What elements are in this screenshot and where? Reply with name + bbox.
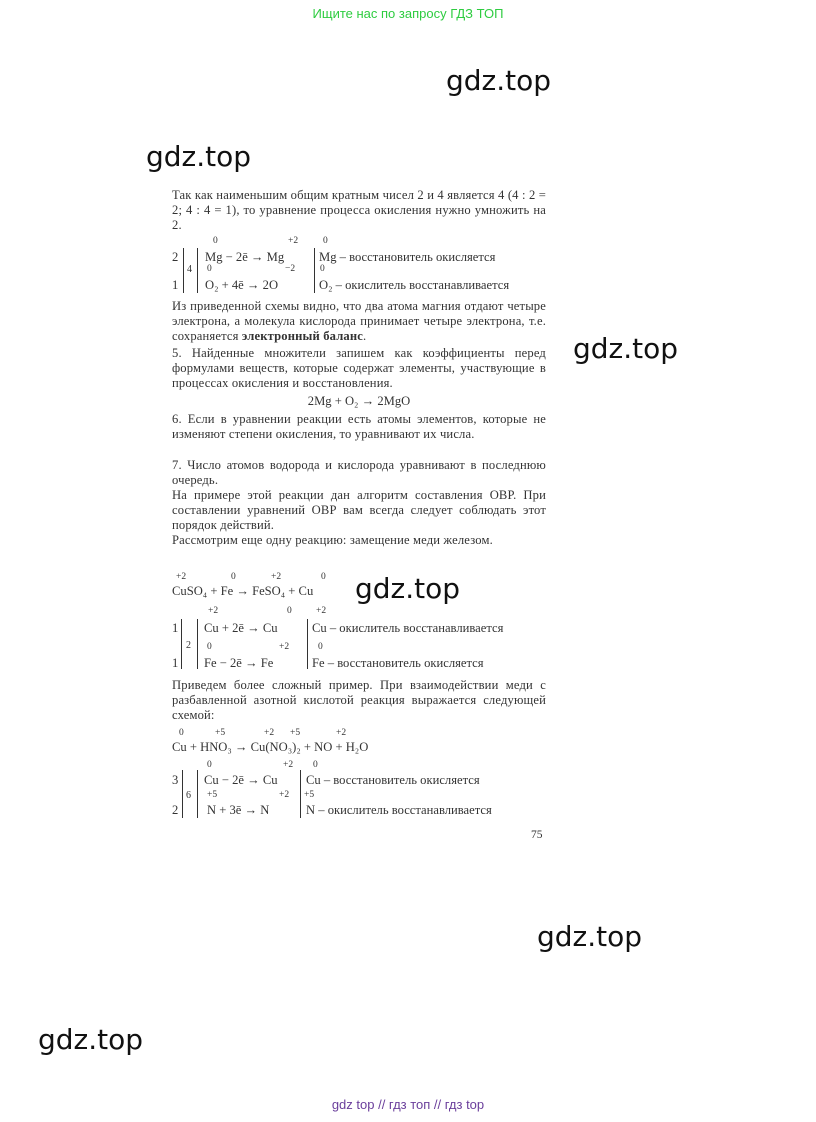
- lcm: 2: [186, 640, 191, 651]
- oxidation-state: 0: [323, 236, 328, 246]
- oxidation-state: +2: [279, 790, 290, 800]
- paragraph: Так как наименьшим общим кратным чисел 2 и 4 является 4 (4 : 2 = 2; 4 : 4 = 1), то уравнение процесса окисления нужно умножить на 2.: [172, 188, 546, 233]
- paragraph: Рассмотрим еще одну реакцию: замещение меди железом.: [172, 533, 493, 547]
- paragraph: 5. Найденные множители запишем как коэффициенты перед формулами веществ, которые содержат элементы, участвующие в процессах окисления и восстановления.: [172, 346, 546, 391]
- oxidation-state: +5: [290, 728, 301, 738]
- divider: [300, 770, 301, 818]
- oxidation-state: −2: [285, 264, 296, 274]
- paragraph-text: .: [363, 329, 367, 344]
- lcm: 6: [186, 790, 191, 801]
- oxidation-state: 0: [318, 642, 323, 652]
- coefficient: 2: [172, 250, 179, 264]
- divider: [197, 248, 198, 293]
- half-reaction: Cu + 2ē → Cu: [204, 621, 278, 635]
- coefficient: 3: [172, 773, 179, 787]
- paragraph: Приведем более сложный пример. При взаимодействии меди с разбавленной азотной кислотой реакция выражается следующей схемой:: [172, 678, 546, 723]
- divider: [182, 770, 183, 818]
- paragraph: 7. Число атомов водорода и кислорода уравнивают в последнюю очередь.: [172, 458, 546, 488]
- paragraph-text: Из приведенной схемы видно, что два атома магния отдают четыре электрона, а молекула кислорода принимает четыре электрона, т.е. сохраняется: [172, 299, 546, 344]
- coefficient: 1: [172, 621, 179, 635]
- oxidation-state: 0: [207, 760, 212, 770]
- paragraph: [172, 299, 546, 345]
- oxidation-state: +2: [316, 606, 327, 616]
- half-reaction: Cu − 2ē → Cu: [204, 773, 278, 787]
- oxidation-state: 0: [313, 760, 318, 770]
- oxidation-state: +5: [207, 790, 218, 800]
- emphasis: электронный баланс: [241, 329, 364, 344]
- header-search-link[interactable]: Ищите нас по запросу ГДЗ ТОП: [312, 6, 504, 21]
- oxidation-state: 0: [321, 572, 326, 582]
- half-reaction-description: Cu – восстановитель окисляется: [306, 773, 480, 787]
- half-reaction: Fe − 2ē → Fe: [204, 656, 274, 670]
- oxidation-state: 0: [320, 264, 325, 274]
- divider: [197, 770, 198, 818]
- watermark: gdz.top: [38, 1023, 144, 1056]
- oxidation-state: +5: [215, 728, 226, 738]
- watermark: gdz.top: [355, 572, 461, 605]
- coefficient: 2: [172, 803, 179, 817]
- watermark: gdz.top: [537, 920, 643, 953]
- oxidation-state: +2: [288, 236, 299, 246]
- half-reaction-description: O₂ – окислитель восстанавливается: [319, 278, 510, 292]
- watermark: gdz.top: [446, 64, 552, 97]
- oxidation-state: +2: [283, 760, 294, 770]
- oxidation-state: 0: [287, 606, 292, 616]
- oxidation-state: 0: [207, 642, 212, 652]
- equation: CuSO₄ + Fe → FeSO₄ + Cu: [172, 584, 314, 598]
- equation: 2Mg + O₂ → 2MgO: [307, 394, 411, 408]
- divider: [307, 619, 308, 669]
- divider: [183, 248, 184, 293]
- oxidation-state: +5: [304, 790, 315, 800]
- oxidation-state: 0: [179, 728, 184, 738]
- half-reaction-description: Fe – восстановитель окисляется: [312, 656, 484, 670]
- divider: [181, 619, 182, 669]
- oxidation-state: +2: [336, 728, 347, 738]
- oxidation-state: 0: [207, 264, 212, 274]
- coefficient: 1: [172, 278, 179, 292]
- page-number: 75: [531, 829, 543, 841]
- half-reaction: Mg − 2ē → Mg: [205, 250, 285, 264]
- oxidation-state: +2: [271, 572, 282, 582]
- coefficient: 1: [172, 656, 179, 670]
- divider: [197, 619, 198, 669]
- footer-links[interactable]: gdz top // гдз топ // гдз top: [331, 1097, 485, 1112]
- half-reaction: O₂ + 4ē → 2O: [205, 278, 279, 292]
- half-reaction-description: Cu – окислитель восстанавливается: [312, 621, 504, 635]
- oxidation-state: 0: [231, 572, 236, 582]
- oxidation-state: +2: [208, 606, 219, 616]
- oxidation-state: 0: [213, 236, 218, 246]
- watermark: gdz.top: [146, 140, 252, 173]
- lcm: 4: [187, 264, 192, 275]
- half-reaction-description: N – окислитель восстанавливается: [306, 803, 492, 817]
- oxidation-state: +2: [176, 572, 187, 582]
- oxidation-state: +2: [264, 728, 275, 738]
- half-reaction-description: Mg – восстановитель окисляется: [319, 250, 496, 264]
- divider: [314, 248, 315, 293]
- half-reaction: N + 3ē → N: [207, 803, 270, 817]
- watermark: gdz.top: [573, 332, 679, 365]
- oxidation-state: +2: [279, 642, 290, 652]
- equation: Cu + HNO₃ → Cu(NO₃)₂ + NO + H₂O: [172, 740, 369, 754]
- paragraph: На примере этой реакции дан алгоритм составления ОВР. При составлении уравнений ОВР вам всегда следует соблюдать этот порядок действий.: [172, 488, 546, 533]
- paragraph: 6. Если в уравнении реакции есть атомы элементов, которые не изменяют степени окисления, то уравнивают их числа.: [172, 412, 546, 442]
